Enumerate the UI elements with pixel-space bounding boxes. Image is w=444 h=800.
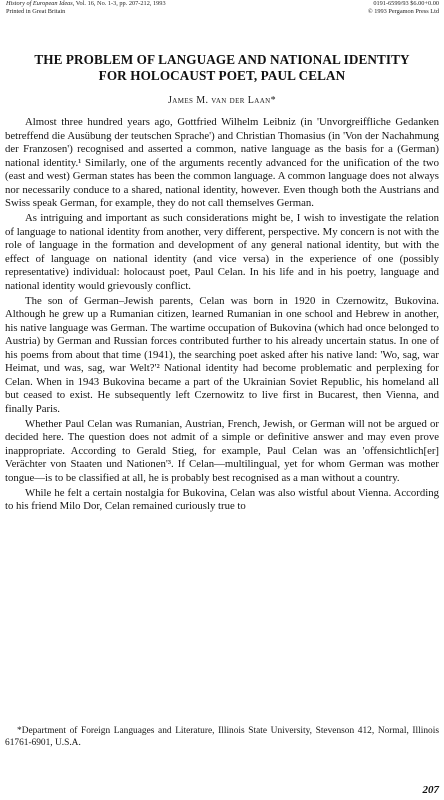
page-number: 207 xyxy=(422,784,439,796)
article-body xyxy=(5,116,439,515)
body-paragraph-3: The son of German–Jewish parents, Celan was born in 1920 in Czernowitz, Bukovina. Although he grew up a Rumanian citizen, learned Rumanian in one school and Hebrew in another, his native language was German. The wartime occupation of Bukovina (which had once belonged to Austria) by German and Russian forces contributed further to his already uncertain status. In one of his poems from about that time (1941), the searching poet asked after his native land: 'Wo, sag, war Heimat, und was, sag, war Welt?'² National identity had become problematic and perplexing for Celan. When in 1943 Bukovina became a part of the Ukrainian Soviet Republic, his homeland all but ceased to exist. He subsequently left Czernowitz to live first in Bucarest, then Vienna, and finally Paris. xyxy=(5,294,439,415)
running-header-left xyxy=(6,0,166,16)
running-header-right xyxy=(368,0,439,16)
article-title-line-2: FOR HOLOCAUST POET, PAUL CELAN xyxy=(98,67,346,83)
journal-citation xyxy=(6,0,166,8)
printed-in: Printed in Great Britain xyxy=(6,8,66,15)
body-paragraph-2: As intriguing and important as such considerations might be, I wish to investigate the relation of language to national identity from another, very different, perspective. My concern is not with the role of language in the formation and development of any general national identity, but with the effect of language on national identity (and vice versa) in the experience of one (possibly representative) individual: holocaust poet, Paul Celan. In his life and in his poetry, language and national identity would grievously conflict. xyxy=(5,212,439,292)
body-paragraph-1: Almost three hundred years ago, Gottfried Wilhelm Leibniz (in 'Unvorgreiffliche Gedanken betreffend die Ausübung der teutschen Sprache') and Christian Thomasius (in 'Von der Nachahmung der Franzosen') recognised and asserted a common, native language as the basis for a (German) national identity.¹ Similarly, one of the arguments recently advanced for the unification of the two (east and west) German states has been the common language. A common language does not always nor necessarily conduce to a shared, national identity, however. Even though both the Austrians and Swiss speak German, for example, they do not call themselves German. xyxy=(5,116,439,209)
issn-price: 0191-6599/93 $6.00+0.00 xyxy=(373,0,439,7)
article-title xyxy=(0,52,444,83)
volume-pages: , Vol. 16, No. 1-3, pp. 207-212, 1993 xyxy=(72,0,166,7)
article-title-line-1: THE PROBLEM OF LANGUAGE AND NATIONAL IDENTITY xyxy=(34,52,410,67)
body-paragraph-4: Whether Paul Celan was Rumanian, Austrian, French, Jewish, or German will not be argued or decided here. The question does not admit of a simple or definitive answer and may even prove inappropriate. According to Gerald Stieg, for example, Paul Celan was an 'offensichtlich[er] Verächter von Staaten und Nationen'³. If Celan—multilingual, yet for whom German was mother tongue—is to be classified at all, he is probably best recognised as a man without a country. xyxy=(5,417,439,484)
author-affiliation-footnote: *Department of Foreign Languages and Literature, Illinois State University, Stevenson 412, Normal, Illinois 61761-6901, U.S.A. xyxy=(5,726,439,748)
journal-name: History of European Ideas xyxy=(6,0,73,7)
body-paragraph-5: While he felt a certain nostalgia for Bukovina, Celan was also wistful about Vienna. According to his friend Milo Dor, Celan remained curiously true to xyxy=(5,486,439,512)
author-byline: James M. van der Laan* xyxy=(167,95,277,106)
copyright-notice: © 1993 Pergamon Press Ltd xyxy=(367,8,439,15)
